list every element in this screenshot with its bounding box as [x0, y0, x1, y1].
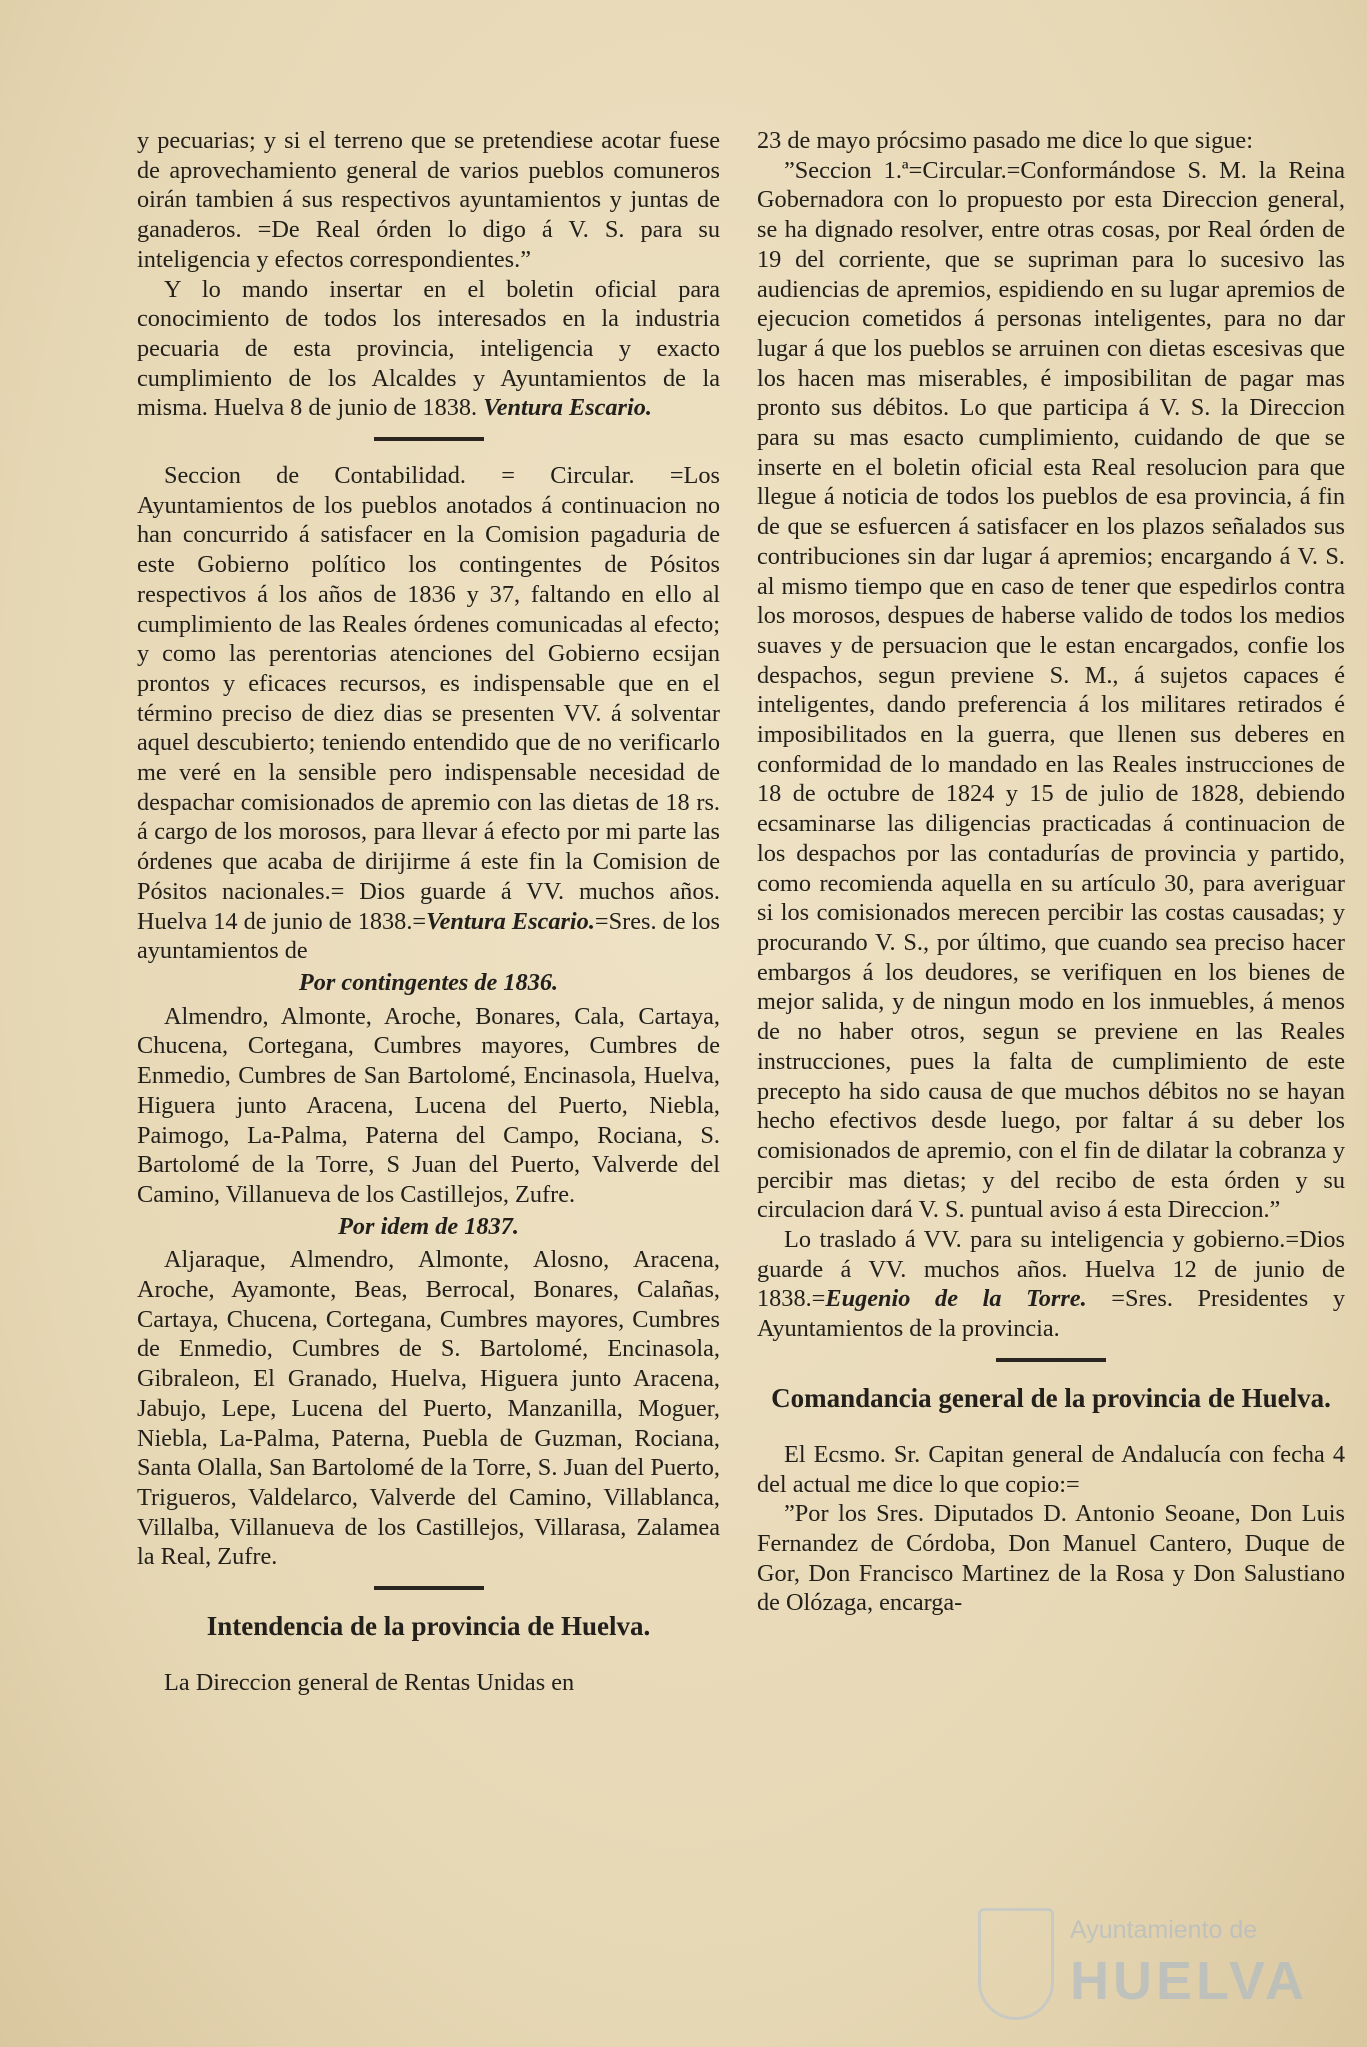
- section-divider: [996, 1358, 1106, 1362]
- signature: Ventura Escario.: [426, 907, 595, 935]
- section-title: Comandancia general de la provincia de Huelva.: [771, 1382, 1331, 1413]
- section-divider: [374, 437, 484, 441]
- watermark-line-1: Ayuntamiento de: [1070, 1916, 1258, 1944]
- town-list: Aljaraque, Almendro, Almonte, Alosno, Aracena, Aroche, Ayamonte, Beas, Berrocal, Bonares, Calañas, Cartaya, Chucena, Cortegana, Cumbres mayores, Cumbres de Enmedio, Cumbres de S. Bartolomé, Encinasola, Gibraleon, El Granado, Huelva, Higuera junto Aracena, Jabujo, Lepe, Lucena del Puerto, Manzanilla, Moguer, Niebla, La-Palma, Paterna, Puebla de Guzman, Rociana, Santa Olalla, San Bartolomé de la Torre, S. Juan del Puerto, Trigueros, Valdelarco, Valverde del Camino, Villablanca, Villalba, Villanueva de los Castillejos, Villarasa, Zalamea la Real, Zufre.: [137, 1246, 720, 1571]
- paragraph: El Ecsmo. Sr. Capitan general de Andalucía con fecha 4 del actual me dice lo que copio:=: [757, 1440, 1345, 1498]
- paragraph: La Direccion general de Rentas Unidas en: [164, 1669, 575, 1697]
- right-column: [757, 126, 1345, 1618]
- coat-of-arms-icon: [978, 1908, 1054, 2020]
- paragraph: 23 de mayo prócsimo pasado me dice lo que sigue:: [757, 127, 1253, 154]
- paragraph: y pecuarias; y si el terreno que se pretendiese acotar fuese de aprovechamiento general de varios pueblos comuneros oirán tambien á sus respectivos ayuntamientos y juntas de ganaderos. =De Real órden lo digo á V. S. para su inteligencia y efectos correspondientes.”: [137, 127, 720, 273]
- archive-watermark: [978, 1906, 1308, 2024]
- signature: Eugenio de la Torre.: [825, 1285, 1087, 1313]
- list-heading: Por contingentes de 1836.: [298, 968, 559, 996]
- paragraph: Seccion de Contabilidad. = Circular. =Los Ayuntamientos de los pueblos anotados á continuacion no han concurrido á satisfacer en la Comision pagaduria de este Gobierno político los contingentes de Pósitos respectivos á los años de 1836 y 37, faltando en ello al cumplimiento de las Reales órdenes comunicadas al efecto; y como las perentorias atenciones del Gobierno ecsijan prontos y eficaces recursos, es indispensable que en el término preciso de diez dias se presenten VV. á solventar aquel descubierto; teniendo entendido que de no verificarlo me veré en la sensible pero indispensable necesidad de despachar comisionados de apremio con las dietas de 18 rs. á cargo de los morosos, para llevar á efecto por mi parte las órdenes que acaba de dirijirme á este fin la Comision de Pósitos nacionales.= Dios guarde á VV. muchos años. Huelva 14 de junio de 1838.=Ventura Escario.=Sres. de los ayuntamientos de: [137, 462, 720, 965]
- paragraph: ”Seccion 1.ª=Circular.=Conformándose S. M. la Reina Gobernadora con lo propuesto por esta Direccion general, se ha dignado resolver, entre otras cosas, por Real órden de 19 del corriente, que se supriman para lo sucesivo las audiencias de apremios, espidiendo en su lugar apremios de ejecucion cometidos á personas inteligentes, para no dar lugar á que los pueblos se arruinen con dietas escesivas que los hacen mas miserables, é imposibilitan de pagar mas pronto sus débitos. Lo que participa á V. S. la Direccion para su mas esacto cumplimiento, cuidando de que se inserte en el boletin oficial esta Real resolucion para que llegue á noticia de todos los pueblos de esa provincia, á fin de que se esfuercen á satisfacer en los plazos señalados sus contribuciones sin dar lugar á apremios; encargando á V. S. al mismo tiempo que en caso de tener que espedirlos contra los morosos, despues de haberse valido de todos los medios suaves y de persuacion que le estan encargados, confie los despachos, segun previene S. M., á sujetos capaces é inteligentes, dando preferencia á los militares retirados é imposibilitados en la guerra, que llenen sus deberes en conformidad de lo mandado en las Reales instrucciones de 18 de octubre de 1824 y 15 de julio de 1828, debiendo ecsaminarse las diligencias practicadas á continuacion de los despachos por las contadurías de provincia y partido, como recomienda aquella en su artículo 30, para averiguar si los comisionados merecen percibir las costas causadas; y procurando V. S., por último, que cuando sea preciso hacer embargos á los deudores, se verifiquen en los bienes de mejor salida, y de ningun modo en los inmuebles, á menos de no haber otros, segun se previene en las Reales instrucciones, pues la falta de cumplimiento de este precepto ha sido causa de que muchos débitos no se hayan hecho efectivos desde luego, por faltar á su deber los comisionados de apremio, con el fin de dilatar la cobranza y percibir mas dietas; y del recibo de esta órden y su circulacion dará V. S. puntual aviso á esta Direccion.”: [757, 156, 1345, 1224]
- paragraph: ”Por los Sres. Diputados D. Antonio Seoane, Don Luis Fernandez de Córdoba, Don Manuel Cantero, Duque de Gor, Don Francisco Martinez de la Rosa y Don Salustiano de Olózaga, encarga-: [757, 1500, 1345, 1617]
- left-column: [137, 126, 720, 1698]
- paragraph: Lo traslado á VV. para su inteligencia y gobierno.=Dios guarde á VV. muchos años. Huelva 12 de junio de 1838.=Eugenio de la Torre. =Sres. Presidentes y Ayuntamientos de la provincia.: [757, 1226, 1345, 1343]
- paragraph: Y lo mando insertar en el boletin oficial para conocimiento de todos los interesados en la industria pecuaria de esta provincia, inteligencia y exacto cumplimiento de los Alcaldes y Ayuntamientos de la misma. Huelva 8 de junio de 1838. Ventura Escario.: [137, 275, 720, 422]
- watermark-line-2: HUELVA: [1070, 1951, 1308, 2011]
- signature: Ventura Escario.: [483, 394, 652, 422]
- town-list: Almendro, Almonte, Aroche, Bonares, Cala, Cartaya, Chucena, Cortegana, Cumbres mayores, Cumbres de Enmedio, Cumbres de San Bartolomé, Encinasola, Huelva, Higuera junto Aracena, Lucena del Puerto, Niebla, Paimogo, La-Palma, Paterna del Campo, Rociana, S. Bartolomé de la Torre, S Juan del Puerto, Valverde del Camino, Villanueva de los Castillejos, Zufre.: [137, 1002, 720, 1208]
- section-divider: [374, 1586, 484, 1590]
- list-heading: Por idem de 1837.: [338, 1212, 519, 1240]
- section-title: Intendencia de la provincia de Huelva.: [206, 1611, 651, 1642]
